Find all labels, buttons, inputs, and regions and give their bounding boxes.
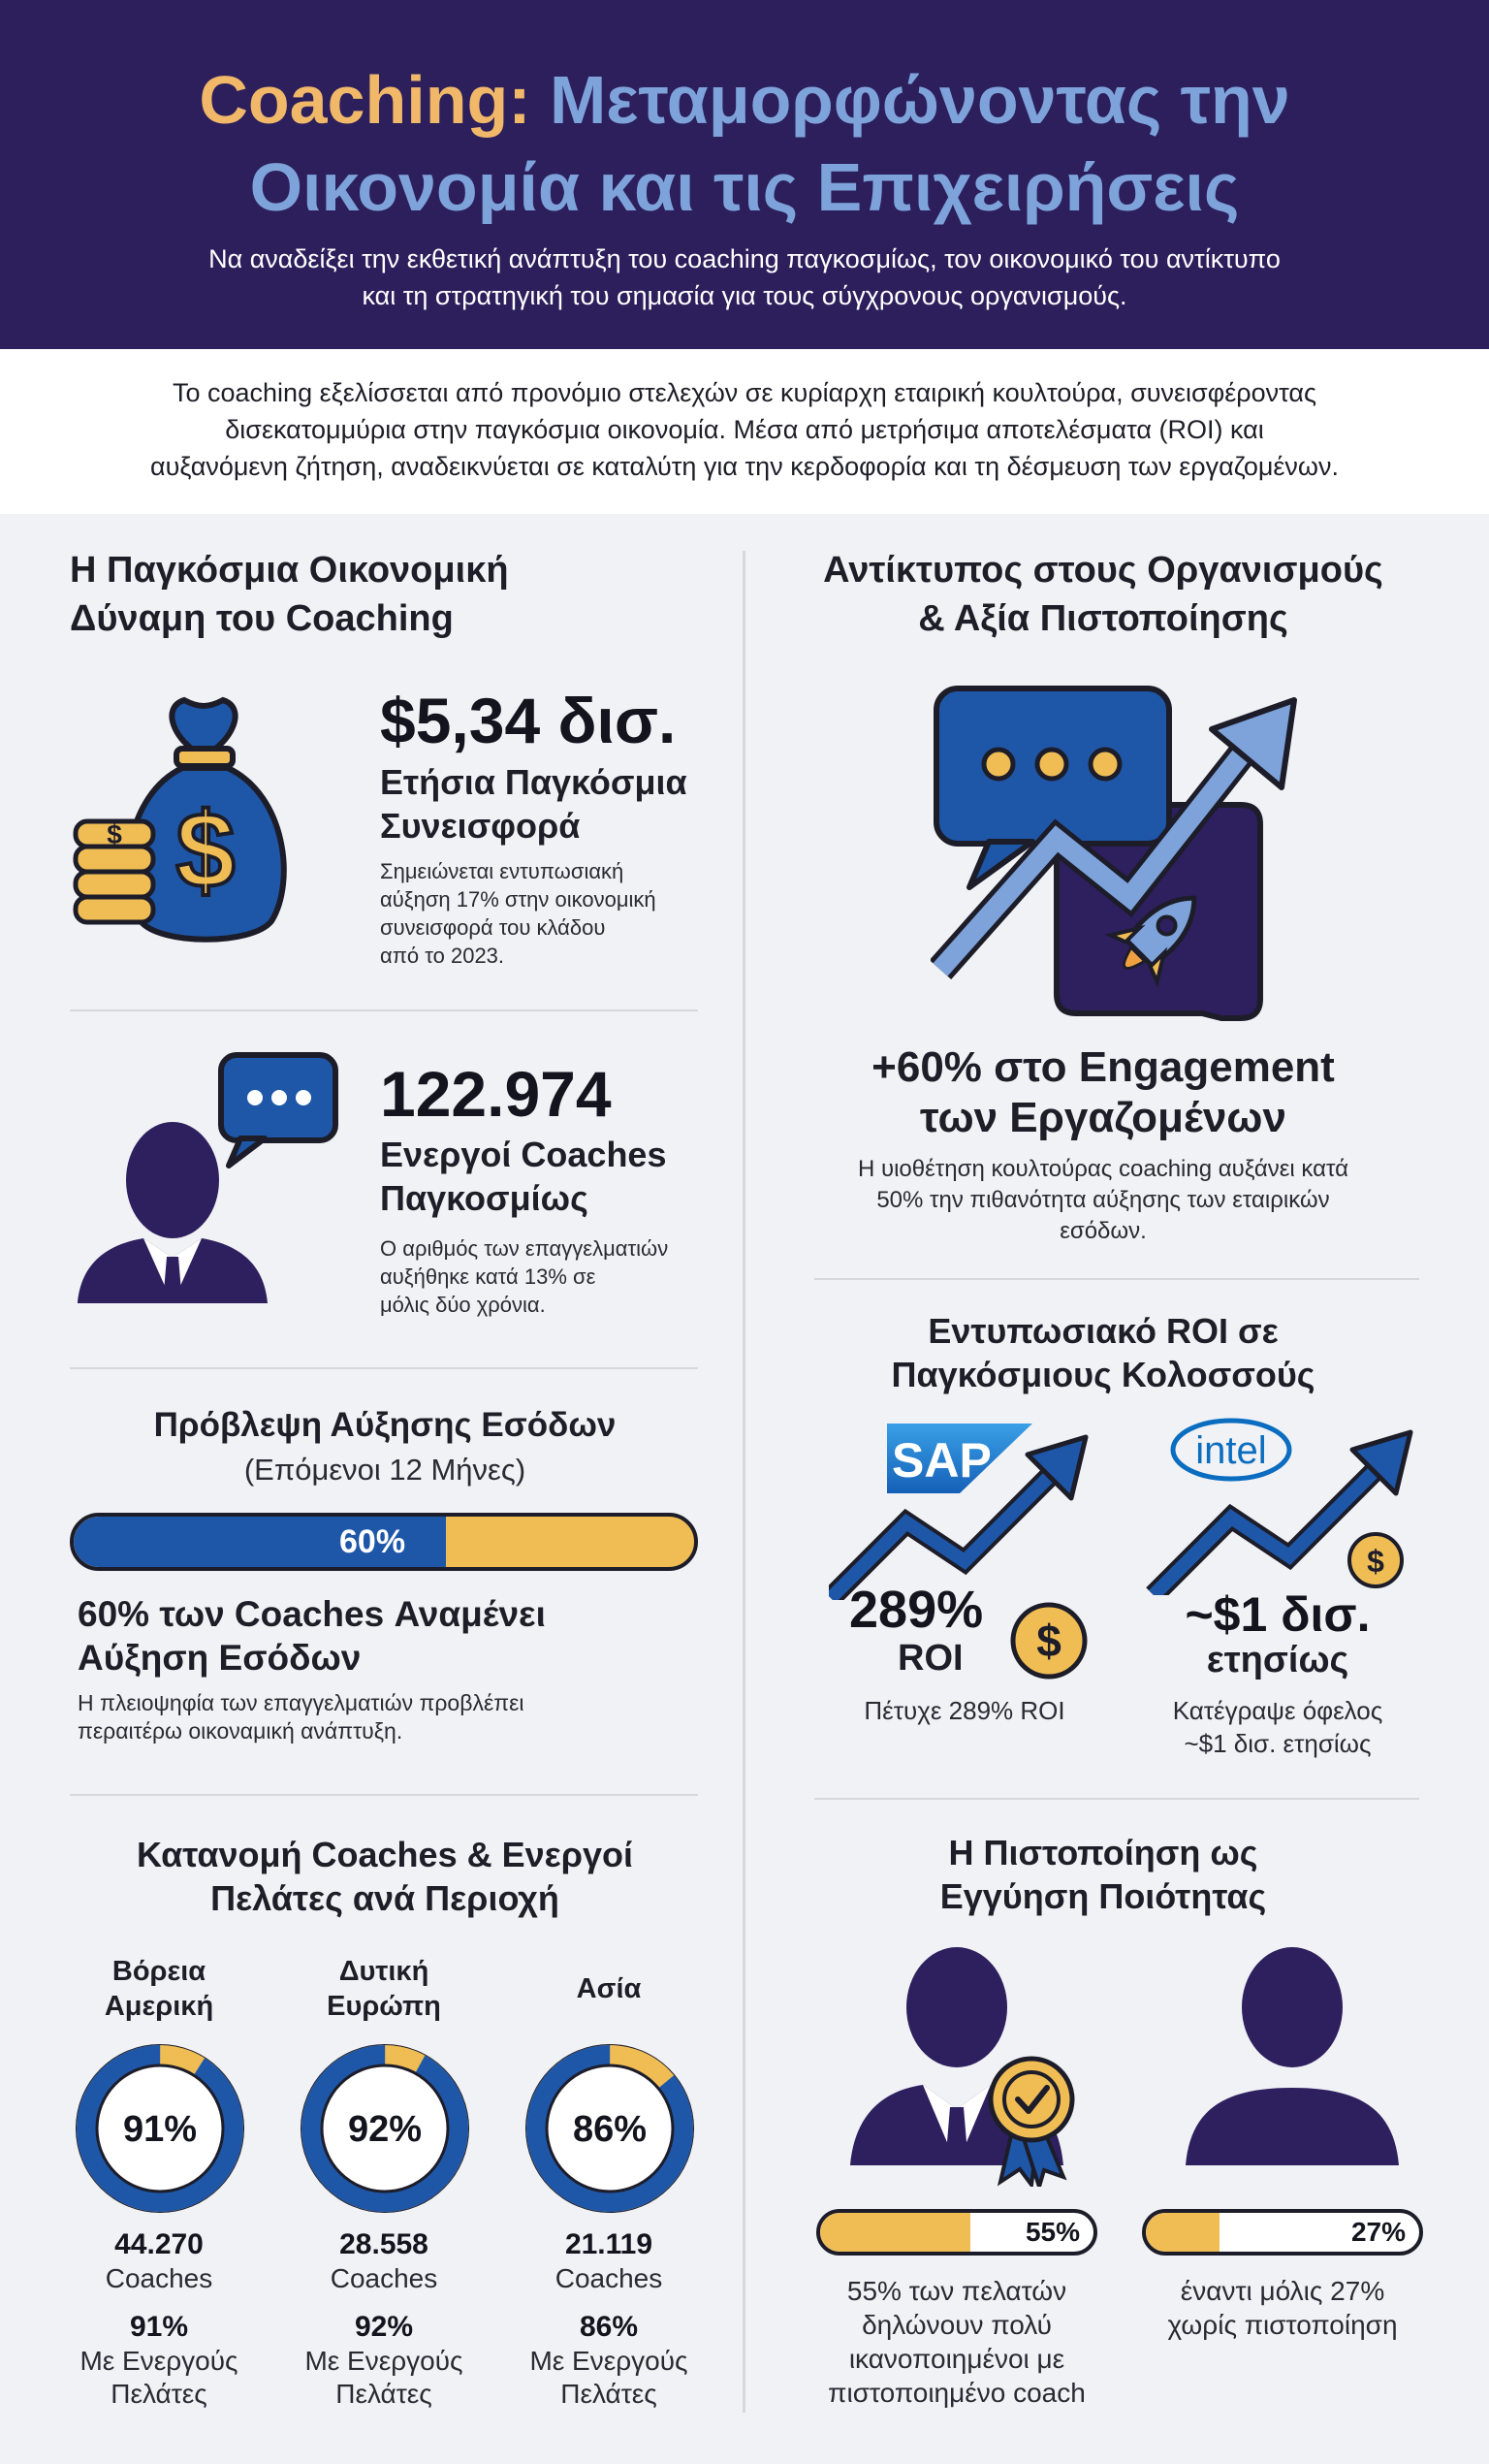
region-asia-coaches-label: Coaches xyxy=(554,2263,663,2293)
uncertified-desc-line1: έναντι μόλις 27% xyxy=(1180,2276,1385,2306)
coach-person-icon xyxy=(76,1049,347,1311)
region-asia-name-line1: Ασία xyxy=(576,1973,642,2004)
roi-title-line1: Εντυπωσιακό ROI σε xyxy=(928,1311,1279,1351)
stat1-label-line2: Συνεισφορά xyxy=(380,806,581,846)
engagement-desc-line2: 50% την πιθανότητα αύξησης των εταιρικών xyxy=(876,1187,1330,1213)
region-asia-coaches: 21.119 xyxy=(564,2228,653,2260)
subtitle-line2: και τη στρατηγική του σημασία για τους σύγχρονους οργανισμούς. xyxy=(362,281,1127,310)
right-divider-2 xyxy=(814,1798,1419,1800)
region-na-name-line1: Βόρεια xyxy=(111,1956,206,1987)
region-asia-active-label xyxy=(502,2345,715,2411)
forecast-desc-line1: Η πλειοψηφία των επαγγελματιών προβλέπει xyxy=(78,1690,524,1715)
engagement-desc-line1: Η υιοθέτηση κουλτούρας coaching αυξάνει κατά xyxy=(857,1156,1349,1182)
uncertified-desc xyxy=(1132,2274,1433,2342)
sap-roi-value: 289% xyxy=(849,1581,984,1639)
uncertified-progress-bar xyxy=(1142,2209,1423,2256)
left-title-line1: Η Παγκόσμια Οικονομική xyxy=(70,550,509,591)
left-section-title xyxy=(70,546,710,643)
intel-unit: ετησίως xyxy=(1206,1640,1349,1680)
region-we-name-line1: Δυτική xyxy=(338,1956,429,1987)
left-title-line2: Δύναμη του Coaching xyxy=(70,598,454,639)
title-line1: Μεταμορφώνοντας την xyxy=(549,62,1290,138)
intro-line3: αυξανόμενη ζήτηση, αναδεικνύεται σε καταλύτη για την κερδοφορία και τη δέσμευση των εργαζομένων. xyxy=(149,452,1340,481)
stat1-desc-line3: συνεισφορά του κλάδου xyxy=(380,915,606,940)
region-we-active-line1: Με Ενεργούς xyxy=(304,2346,463,2376)
stat1-desc xyxy=(380,857,729,970)
region-we-active-label xyxy=(277,2345,491,2411)
donut-center-label: 86% xyxy=(572,2109,648,2150)
engagement-desc xyxy=(776,1154,1431,1247)
intel-desc xyxy=(1132,1694,1423,1760)
left-divider-1 xyxy=(70,1009,698,1011)
dollar-coin-small-icon xyxy=(1346,1530,1406,1590)
svg-text:$: $ xyxy=(1036,1616,1061,1666)
stat2-desc-line1: Ο αριθμός των επαγγελματιών xyxy=(380,1236,669,1261)
engagement-headline-line1: +60% στο Engagement xyxy=(871,1043,1335,1091)
certification-title-line2: Εγγύηση Ποιότητας xyxy=(939,1876,1267,1916)
certification-title xyxy=(776,1831,1431,1918)
engagement-growth-icon xyxy=(931,679,1318,1028)
left-divider-3 xyxy=(70,1794,698,1796)
region-we-coaches-label: Coaches xyxy=(330,2263,438,2293)
engagement-desc-line3: εσόδων. xyxy=(1060,1218,1147,1244)
uncertified-progress-label: 27% xyxy=(1350,2217,1406,2247)
page-title xyxy=(0,56,1489,231)
forecast-desc-line2: περαιτέρω οικοναμική ανάπτυξη. xyxy=(78,1718,403,1744)
right-section-title xyxy=(776,546,1431,643)
certified-desc-line1: 55% των πελατών xyxy=(846,2276,1067,2306)
intel-logo-text: intel xyxy=(1195,1429,1267,1472)
region-asia-active-line1: Με Ενεργούς xyxy=(529,2346,688,2376)
uncertified-desc-line2: χωρίς πιστοποίηση xyxy=(1167,2310,1398,2340)
region-na-donut xyxy=(70,2038,250,2219)
subtitle-line1: Να αναδείξει την εκθετική ανάπτυξη του coaching παγκοσμίως, τον οικονομικό του αντίκτυπο xyxy=(208,244,1281,273)
engagement-headline-line2: των Εργαζομένων xyxy=(920,1094,1286,1141)
forecast-headline-line1: 60% των Coaches Αναμένει xyxy=(78,1594,546,1634)
region-we-name-line2: Ευρώπη xyxy=(327,1991,441,2022)
certified-desc-line2: δηλώνουν πολύ xyxy=(862,2310,1052,2340)
region-asia-active-pct: 86% xyxy=(579,2311,639,2343)
stat2-label-line2: Παγκοσμίως xyxy=(380,1178,588,1218)
certified-desc xyxy=(797,2274,1117,2410)
intro-line2: δισεκατομμύρια στην παγκόσμια οικονομία. Μέσα από μετρήσιμα αποτελέσματα (ROI) και xyxy=(225,415,1264,444)
stat2-label-line1: Ενεργοί Coaches xyxy=(380,1135,667,1174)
regions-title-line2: Πελάτες ανά Περιοχή xyxy=(210,1878,559,1918)
title-accent: Coaching: xyxy=(199,62,531,138)
forecast-progress-bar xyxy=(70,1513,698,1571)
stat2-desc-line3: μόλις δύο χρόνια. xyxy=(380,1293,546,1317)
stat1-label xyxy=(380,760,729,848)
region-na-active-label xyxy=(52,2345,266,2411)
region-na-coaches: 44.270 xyxy=(114,2228,204,2260)
certified-progress-fill xyxy=(820,2213,970,2252)
forecast-headline xyxy=(78,1592,708,1680)
region-na-active-pct: 91% xyxy=(129,2311,189,2343)
region-na-active-line2: Πελάτες xyxy=(111,2379,207,2409)
certified-progress-bar xyxy=(816,2209,1097,2256)
stat1-value: $5,34 δισ. xyxy=(380,685,677,756)
stat1-desc-line2: αύξηση 17% στην οικονομική xyxy=(380,887,656,912)
forecast-progress-label: 60% xyxy=(339,1522,406,1560)
intro-line1: Το coaching εξελίσσεται από προνόμιο στελεχών σε κυρίαρχη εταιρική κουλτούρα, συνεισφέροντας xyxy=(172,378,1317,407)
regions-title-line1: Κατανομή Coaches & Ενεργοί xyxy=(137,1835,633,1874)
certification-title-line1: Η Πιστοποίηση ως xyxy=(948,1833,1258,1872)
intel-value: ~$1 δισ. xyxy=(1185,1587,1371,1642)
sap-logo-text: SAP xyxy=(892,1433,992,1488)
region-na-coaches-label: Coaches xyxy=(105,2263,213,2293)
region-na-active-line1: Με Ενεργούς xyxy=(79,2346,238,2376)
uncertified-coach-icon xyxy=(1181,1944,1404,2177)
regions-title xyxy=(70,1833,700,1920)
donut-center-label: 91% xyxy=(122,2109,198,2150)
stat2-desc-line2: αυξήθηκε κατά 13% σε xyxy=(380,1264,596,1289)
column-divider xyxy=(743,551,745,2413)
svg-text:$: $ xyxy=(107,819,122,849)
left-divider-2 xyxy=(70,1367,698,1369)
sap-growth-arrow-icon xyxy=(829,1416,1091,1600)
region-we-coaches: 28.558 xyxy=(339,2228,428,2260)
sap-roi-desc: Πέτυχε 289% ROI xyxy=(864,1696,1065,1725)
forecast-desc xyxy=(78,1689,708,1745)
forecast-title: Πρόβλεψη Αύξησης Εσόδων xyxy=(153,1406,617,1444)
svg-text:$: $ xyxy=(1367,1544,1384,1579)
right-title-line2: & Αξία Πιστοποίησης xyxy=(918,598,1288,639)
region-na-name-line2: Αμερική xyxy=(104,1991,214,2022)
sap-roi-unit: ROI xyxy=(898,1638,964,1679)
region-we-active-pct: 92% xyxy=(354,2311,414,2343)
certified-desc-line3: ικανοποιημένοι με xyxy=(848,2344,1065,2374)
region-na-name xyxy=(62,1954,256,2024)
stat1-label-line1: Ετήσια Παγκόσμια xyxy=(380,762,687,802)
forecast-headline-line2: Αύξηση Εσόδων xyxy=(78,1638,362,1678)
money-bag-icon xyxy=(68,688,339,960)
intel-desc-line1: Κατέγραψε όφελος xyxy=(1172,1696,1383,1725)
certified-progress-label: 55% xyxy=(1025,2217,1080,2247)
stat2-desc xyxy=(380,1234,729,1319)
region-asia-active-line2: Πελάτες xyxy=(560,2379,657,2409)
region-asia-donut xyxy=(520,2038,700,2219)
region-we-name xyxy=(287,1954,481,2024)
region-we-active-line2: Πελάτες xyxy=(335,2379,432,2409)
stat2-value: 122.974 xyxy=(380,1058,612,1130)
right-title-line1: Αντίκτυπος στους Οργανισμούς xyxy=(823,550,1383,591)
region-we-donut xyxy=(295,2038,475,2219)
region-asia-name xyxy=(512,1971,706,2006)
dollar-coin-icon xyxy=(1008,1600,1090,1681)
forecast-subtitle: (Επόμενοι 12 Μήνες) xyxy=(243,1453,526,1487)
uncertified-progress-fill xyxy=(1146,2213,1220,2252)
donut-center-label: 92% xyxy=(347,2109,423,2150)
intro-text xyxy=(58,374,1431,485)
page-subtitle xyxy=(78,240,1411,314)
stat2-label xyxy=(380,1133,729,1220)
stat1-desc-line4: από το 2023. xyxy=(380,944,505,968)
roi-title-line2: Παγκόσμιους Κολοσσούς xyxy=(891,1355,1315,1394)
certified-coach-icon xyxy=(845,1944,1088,2187)
right-divider-1 xyxy=(814,1278,1419,1280)
svg-text:$: $ xyxy=(175,791,236,911)
certified-desc-line4: πιστοποιημένο coach xyxy=(828,2378,1086,2408)
engagement-headline xyxy=(776,1042,1431,1143)
stat1-desc-line1: Σημειώνεται εντυπωσιακή xyxy=(380,859,624,883)
intel-desc-line2: ~$1 δισ. ετησίως xyxy=(1184,1729,1372,1758)
title-line2: Οικονομία και τις Επιχειρήσεις xyxy=(249,149,1240,225)
roi-title xyxy=(776,1309,1431,1396)
